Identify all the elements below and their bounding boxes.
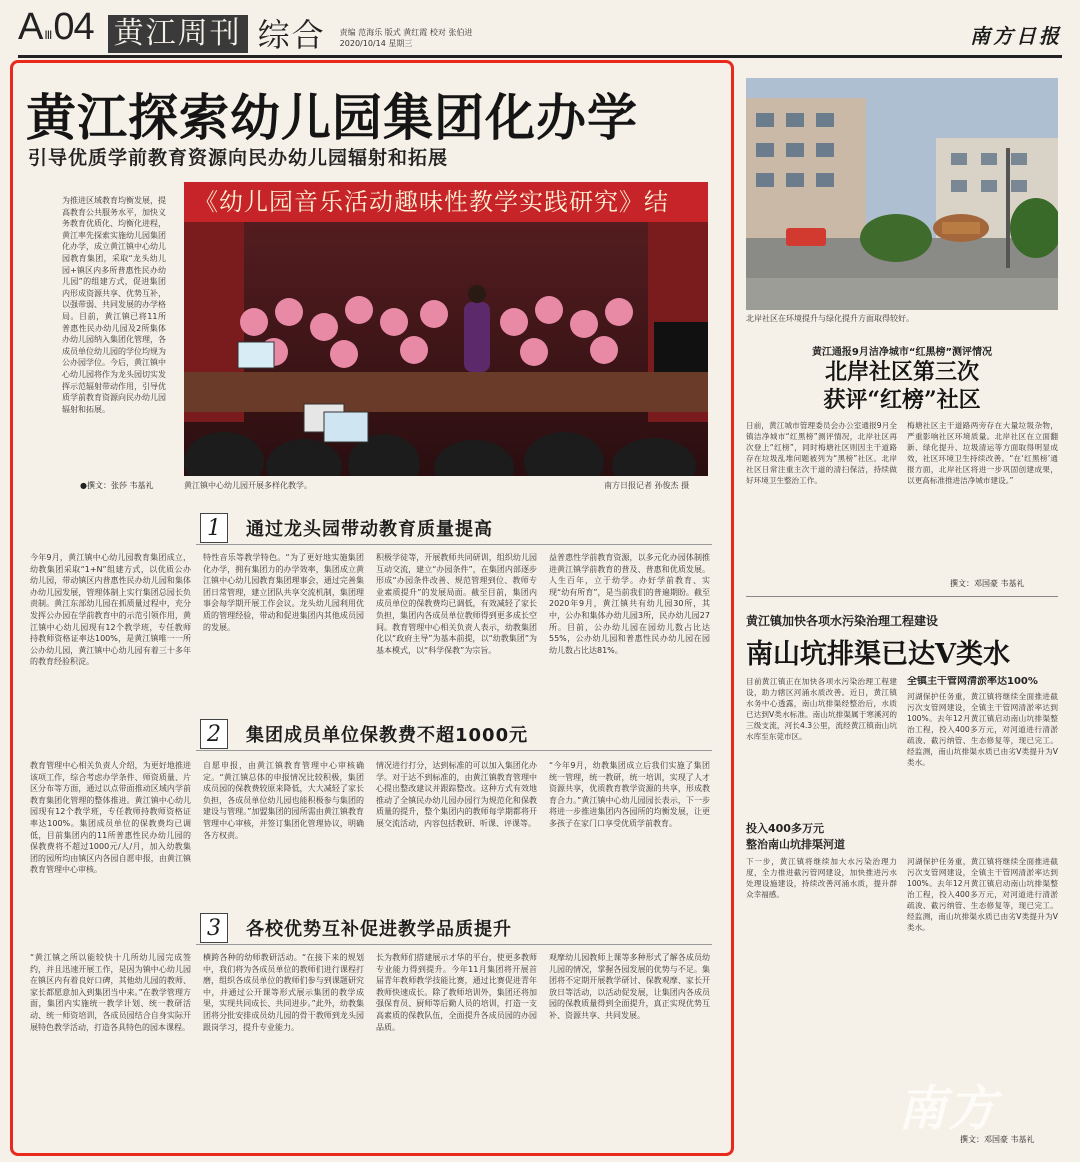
section-3-column-3: 长为教师们搭建展示才华的平台，使更多教师专业能力得到提升。今年11月集团将开展首届青年教师教学技能比赛，通过比赛促进青年教师快速成长。除了教师培训外，集团还将加强保育员、厨师等后勤人员的培训，打造一支高素质的保教队伍，全面提升各成员园的办园品质。 (376, 953, 537, 1032)
section-body-3 (30, 952, 710, 1148)
section-header-1 (200, 512, 493, 544)
section-header-3 (200, 912, 512, 944)
section-rule-2 (196, 750, 712, 751)
section-body-2 (30, 760, 710, 906)
side2-body-top (746, 676, 1058, 816)
photo-caption: 黄江镇中心幼儿园开展多样化教学。 (184, 481, 312, 490)
stage-photo-illustration (184, 182, 708, 476)
page-sub: III (44, 28, 52, 42)
side1-kicker: 黄江通报9月洁净城市“红黑榜”测评情况 (811, 347, 993, 358)
main-photo (184, 182, 708, 476)
page-number (18, 7, 94, 55)
side2-subhead-1: 全镇主干管网清淤率达100% (907, 676, 1038, 687)
street-photo-illustration (746, 78, 1058, 310)
side2-column-1: 目前黄江镇正在加快各项水污染治理工程建设，助力辖区河涌水质改善。近日，黄江镇水务中心透露，南山坑排渠经整治后，水质已达到Ⅴ类水标准。南山坑排渠属于寒溪河的三级支流，河长4.3公里，流经黄江镇南山坑水库至东莞市区。 (746, 677, 897, 741)
photo-banner: 《幼儿园音乐活动趣味性教学实践研究》结 (184, 182, 708, 222)
section-rule-3 (196, 944, 712, 945)
section-2-column-3: 情况进行打分，达到标准的可以加入集团化办学。对于达不到标准的，由黄江镇教育管理中心提出整改建议并跟踪整改。这种方式有效地推动了全镇民办幼儿园办园行为规范化和保教质量的提升，整个集团内的教师每学期都将开展交流活动，内容包括教研、听课、评课等。 (376, 761, 537, 828)
section-2-column-2: 自愿申报，由黄江镇教育管理中心审核确定。“黄江镇总体的申报情况比较积极，集团成员园的保教费较原来降低，大大减轻了家长负担，各成员单位幼儿园也能积极参与集团的建设与管理。”加盟集团的园所需由黄江镇教育管理中心审核，并签订集团化管理协议，明确各方权责。 (203, 761, 364, 840)
side2-title: 南山坑排渠已达Ⅴ类水 (746, 639, 1010, 670)
section-number-1: 1 (200, 513, 228, 543)
lead-byline: ●撰文：张莎 韦基礼 (80, 481, 154, 490)
section-header-2 (200, 718, 528, 750)
section-1-column-1: 今年9月，黄江镇中心幼儿园教育集团成立，幼教集团采取“1+N”组建方式，以优质公办幼儿园，带动镇区内普惠性民办幼儿园和集体办幼儿园发展，管理体制上实行集团总园长负责制。黄江东部幼儿园在抓质量过程中，充分发挥公办园在学前教育中的示范引领作用，黄江镇中心幼儿园现有12个教学班，专任教师持教师资格证率达100%，是黄江镇唯一一所公办幼儿园，黄江镇中心幼儿园有着三十多年的教育经验积淀。 (30, 553, 191, 667)
side1-column-2: 梅塘社区主干道路两旁存在大量垃圾杂物，严重影响社区环境质量。北岸社区在立面翻新、绿化提升、垃圾清运等方面取得明显成效，社区环境卫生持续改善。“在‘红黑榜’通报方面，北岸社区将进一步巩固创建成果，以更高标准推进洁净城市建设。” (907, 421, 1058, 485)
side1-column-1: 日前，黄江城市管理委员会办公室通报9月全镇洁净城市“红黑榜”测评情况，北岸社区再次登上“红榜”，同时梅塘社区则因主干道路存在垃圾乱堆问题被列为“黑榜”社区。北岸社区日常注重主次干道的清扫保洁，持续做好环境卫生整治工作。 (746, 421, 897, 485)
section-3-column-2: 横跨各种的幼师教研活动。“在接下来的规划中，我们将为各成员单位的教师们进行课程打磨，组织各成员单位的教师们参与到课题研究中，并通过公开课等形式展示集团的教学成果，实现共同成长、共同进步。”此外，幼教集团将分批安排成员幼儿园的骨干教师到龙头园跟岗学习，提升专业能力。 (203, 953, 364, 1032)
side2-column-2 (907, 676, 1058, 816)
side1-body (746, 420, 1058, 578)
watermark-logo: 南方 (898, 1081, 999, 1137)
side2-kicker: 黄江镇加快各项水污染治理工程建设 (746, 614, 939, 628)
lead-paragraph: 为推进区域教育均衡发展，提高教育公共服务水平，加快义务教育优质化、均衡化进程，黄江率先探索实施幼儿园集团化办学，成立黄江镇中心幼儿园教育集团，采取“龙头幼儿园+镇区内多所普惠性民办幼儿园”的组建方式，促进集团内形成资源共享、优势互补，以强带弱、共同发展的办学格局。目前，黄江镇已将11所普惠性民办幼儿园及2所集体办幼儿园纳入集团化管理，各成员单位幼儿园的学位均规为公办园学位。今后，黄江镇中心幼儿园将作为龙头园切实发挥示范辐射带动作用，引导优质学前教育资源向民办幼儿园辐射和拓展。 (62, 196, 166, 414)
side2-column-2-text: 河湖保护任务重，黄江镇将继续全面推进截污次支管网建设，全镇主干管网清淤率达到100%。去年12月黄江镇启动南山坑排渠整治工程，投入400多万元，对河道进行清淤疏浚、截污纳管、生态修复等，现已完工。经监测，南山坑排渠水质已由劣Ⅴ类提升为Ⅴ类水。 (907, 692, 1058, 767)
section-name: 黄江周刊 (108, 15, 248, 53)
section-3-column-4: 观摩幼儿园教师上课等多种形式了解各成员幼儿园的情况，掌握各园发展的优势与不足。集团将不定期开展教学研讨、保教观摩、家长开放日等活动，以活动促发展，让集团内各成员园的保教质量得到全面提升，真正实现优势互补、资源共享、共同发展。 (549, 953, 710, 1020)
main-subheadline: 引导优质学前教育资源向民办幼儿园辐射和拓展 (28, 147, 449, 169)
section-1-column-3: 积极学徒等，开展教师共同研训，组织幼儿园互动交流，建立“办园条件”，在集团内部逐步形成“办园条件改善、规范管理到位、教师专业素质提升”的发展局面。截至目前，集团内成员单位的保教费均已调低，有效减轻了家长负担，集团内各成员单位教师得到更多成长空间。教育管理中心相关负责人表示，幼教集团化以“政府主导”为基本前提，以“幼教集团”为基本模式，以“科学保教”为宗旨。 (376, 553, 537, 655)
section-body-1 (30, 552, 710, 722)
side1-title-line2: 获评“红榜”社区 (823, 387, 981, 413)
editor-credits: 责编 范海乐 版式 黄红霞 校对 张伯进 (339, 28, 473, 37)
side2-column-3: 下一步，黄江镇将继续加大水污染治理力度，全力推进截污管网建设，加快推进污水处理设施建设，持续改善河涌水质，提升群众幸福感。 (746, 857, 897, 899)
section-2-column-1: 教育管理中心相关负责人介绍，为更好地推进该项工作，综合考虑办学条件、师资质量、片区分布等方面，通过以点带面推动区域内学前教育集团化管理的整体推进。黄江镇中心幼儿园现有12个教学班，专任教师持教师资格证率达100%。集团成员单位的保教费均已调低，目前集团内的11所普惠性民办幼儿园的保教费将不超过1000元/人/月，加入幼教集团的园所均由镇区内各园自愿申报，由黄江镇教育管理中心审核。 (30, 761, 191, 875)
page-number-value: 04 (53, 6, 94, 48)
main-headline: 黄江探索幼儿园集团化办学 (26, 88, 638, 147)
photo-credit: 南方日报记者 孙俊杰 摄 (604, 481, 690, 490)
section-number-3: 3 (200, 913, 228, 943)
side1-byline: 撰文：邓国豪 韦基礼 (950, 579, 1025, 588)
credits (340, 27, 473, 49)
page-letter: A (18, 6, 43, 48)
category-name: 综合 (257, 16, 326, 54)
side1-title-line1: 北岸社区第三次 (824, 359, 979, 385)
side-separator (746, 596, 1058, 597)
street-photo-caption: 北岸社区在环境提升与绿化提升方面取得较好。 (746, 314, 914, 323)
side2-byline: 撰文：邓国豪 韦基礼 (960, 1135, 1035, 1144)
section-3-column-1: “黄江镇之所以能较快十几所幼儿园完成签约，并且迅速开展工作，是因为镇中心幼儿园在镇区内有着良好口碑，其他幼儿园的教师、家长都愿意加入到集团当中来。”在教学管理方面，集团内实施统一教学计划、统一教研活动、统一师资培训，各成员园结合自身实际开展特色教学活动，打造各具特色的园本课程。 (30, 953, 191, 1032)
section-number-2: 2 (200, 719, 228, 749)
side2-subhead-3: 整治南山坑排渠河道 (746, 838, 845, 851)
section-heading-1: 通过龙头园带动教育质量提高 (246, 519, 493, 540)
section-1-column-2: 特性音乐等教学特色。“为了更好地实施集团化办学，拥有集团力的办学效率，集团成立黄江镇中心幼儿园教育集团理事会，通过完善集团日常管理，建立团队共享交流机制，集团理事会每学期开展工作会议。龙头幼儿园利用优质的管理经验，带动和促进集团内其他成员园的发展。 (203, 553, 364, 632)
section-2-column-4: “今年9月，幼教集团成立后我们实施了集团统一管理，统一教研，统一培训，实现了人才资源共享，优质教育教学资源的共享，形成教育合力。”黄江镇中心幼儿园园长表示，下一步将进一步推进集团内各园所的均衡发展，让更多孩子在家门口享受优质学前教育。 (549, 761, 710, 828)
section-rule-1 (196, 544, 712, 545)
section-1-column-4: 益普惠性学前教育资源，以多元化办园体制推进黄江镇学前教育的普及、普惠和优质发展。人生百年，立于幼学。办好学前教育、实现“幼有所育”，是当前我们的普遍期盼。截至2020年9月，黄江镇共有幼儿园30所，其中，公办和集体办幼儿园3所，民办幼儿园27所。目前，公办幼儿园在园幼儿数占比达55%，公办幼儿园和普惠性民办幼儿园在园幼儿数占比达81%。 (549, 553, 710, 655)
issue-date: 2020/10/14 星期三 (339, 39, 413, 48)
section-heading-3: 各校优势互补促进教学品质提升 (246, 919, 512, 940)
masthead (18, 6, 1062, 58)
side2-subhead-2: 投入400多万元 (746, 822, 824, 835)
side2-column-4: 河湖保护任务重，黄江镇将继续全面推进截污次支管网建设，全镇主干管网清淤率达到100%。去年12月黄江镇启动南山坑排渠整治工程，投入400多万元，对河道进行清淤疏浚、截污纳管、生态修复等，现已完工。经监测，南山坑排渠水质已由劣Ⅴ类提升为Ⅴ类水。 (907, 857, 1058, 932)
section-heading-2: 集团成员单位保教费不超1000元 (246, 725, 529, 746)
newspaper-brand: 南方日报 (970, 24, 1062, 48)
street-photo (746, 78, 1058, 310)
